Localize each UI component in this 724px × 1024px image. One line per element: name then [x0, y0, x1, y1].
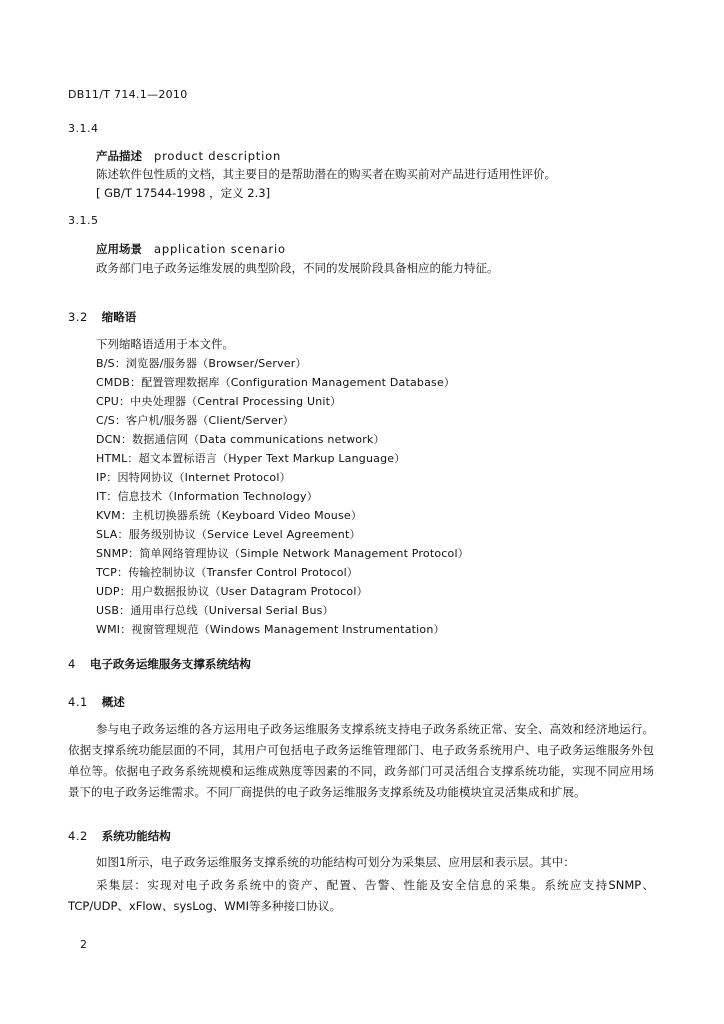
abbreviation-item: SNMP：简单网络管理协议（Simple Network Management Protocol） [96, 547, 469, 560]
section-number: 4.2 [68, 829, 88, 843]
source-reference: [ GB/T 17544-1998 ，定义 2.3] [96, 186, 271, 200]
overview-paragraph: 参与电子政务运维的各方运用电子政务运维服务支撑系统支持电子政务系统正常、安全、高效和经济地运行。依据支撑系统功能层面的不同，其用户可包括电子政务运维管理部门、电子政务系统用户、电子政务运维服务外包单位等。依据电子政务系统规模和运维成熟度等因素的不同，政务部门可灵活组合支撑系统功能，实现不同应用场景下的电子政务运维需求。不同厂商提供的电子政务运维服务支撑系统及功能模块宜灵活集成和扩展。 [68, 722, 654, 799]
abbreviation-item: B/S：浏览器/服务器（Browser/Server） [96, 357, 307, 370]
section-title: 缩略语 [101, 310, 137, 324]
section-heading-4-2 [68, 828, 171, 844]
definition-text: 陈述软件包性质的文档，其主要目的是帮助潜在的购买者在购买前对产品进行适用性评价。 [96, 167, 556, 181]
abbreviation-item: KVM：主机切换器系统（Keyboard Video Mouse） [96, 509, 363, 522]
abbreviations-intro: 下列缩略语适用于本文件。 [96, 337, 234, 351]
abbreviation-item: C/S：客户机/服务器（Client/Server） [96, 414, 294, 427]
term-zh: 应用场景 [96, 242, 142, 256]
definition-text: 政务部门电子政务运维发展的典型阶段，不同的发展阶段具备相应的能力特征。 [96, 261, 499, 275]
abbreviation-item: CPU：中央处理器（Central Processing Unit） [96, 395, 342, 408]
term-zh: 产品描述 [96, 149, 142, 163]
clause-number-3-1-4: 3.1.4 [68, 122, 99, 135]
section-heading-4-1 [68, 694, 125, 710]
term-application-scenario [96, 241, 286, 257]
abbreviation-item: IT：信息技术（Information Technology） [96, 490, 318, 503]
function-structure-paragraph: 如图1所示，电子政务运维服务支撑系统的功能结构可划分为采集层、应用层和表示层。其中： [96, 855, 575, 869]
abbreviation-item: SLA：服务级别协议（Service Level Agreement） [96, 528, 361, 541]
abbreviation-item: TCP：传输控制协议（Transfer Control Protocol） [96, 566, 359, 579]
abbreviation-item: WMI：视窗管理规范（Windows Management Instrumentation） [96, 623, 445, 636]
clause-number-3-1-5: 3.1.5 [68, 214, 99, 227]
page-number: 2 [80, 938, 87, 951]
section-heading-3-2 [68, 309, 136, 325]
abbreviation-item: HTML：超文本置标语言（Hyper Text Markup Language） [96, 452, 406, 465]
abbreviation-item: DCN：数据通信网（Data communications network） [96, 433, 385, 446]
abbreviation-item: USB：通用串行总线（Universal Serial Bus） [96, 604, 334, 617]
section-heading-4 [68, 656, 251, 672]
term-en: product description [154, 149, 282, 163]
term-en: application scenario [154, 242, 286, 256]
abbreviation-item: UDP：用户数据报协议（User Datagram Protocol） [96, 585, 368, 598]
section-number: 4 [68, 657, 76, 671]
section-title: 系统功能结构 [101, 829, 171, 843]
collection-layer-paragraph: 采集层：实现对电子政务系统中的资产、配置、告警、性能及安全信息的采集。系统应支持SNMP、TCP/UDP、xFlow、sysLog、WMI等多种接口协议。 [68, 878, 654, 913]
standard-id-header: DB11/T 714.1—2010 [68, 88, 188, 101]
section-number: 3.2 [68, 310, 88, 324]
term-product-description [96, 148, 281, 164]
section-title: 电子政务运维服务支撑系统结构 [89, 657, 251, 671]
abbreviation-item: CMDB：配置管理数据库（Configuration Management Database） [96, 376, 456, 389]
section-number: 4.1 [68, 695, 88, 709]
section-title: 概述 [101, 695, 125, 709]
abbreviation-item: IP：因特网协议（Internet Protocol） [96, 471, 291, 484]
